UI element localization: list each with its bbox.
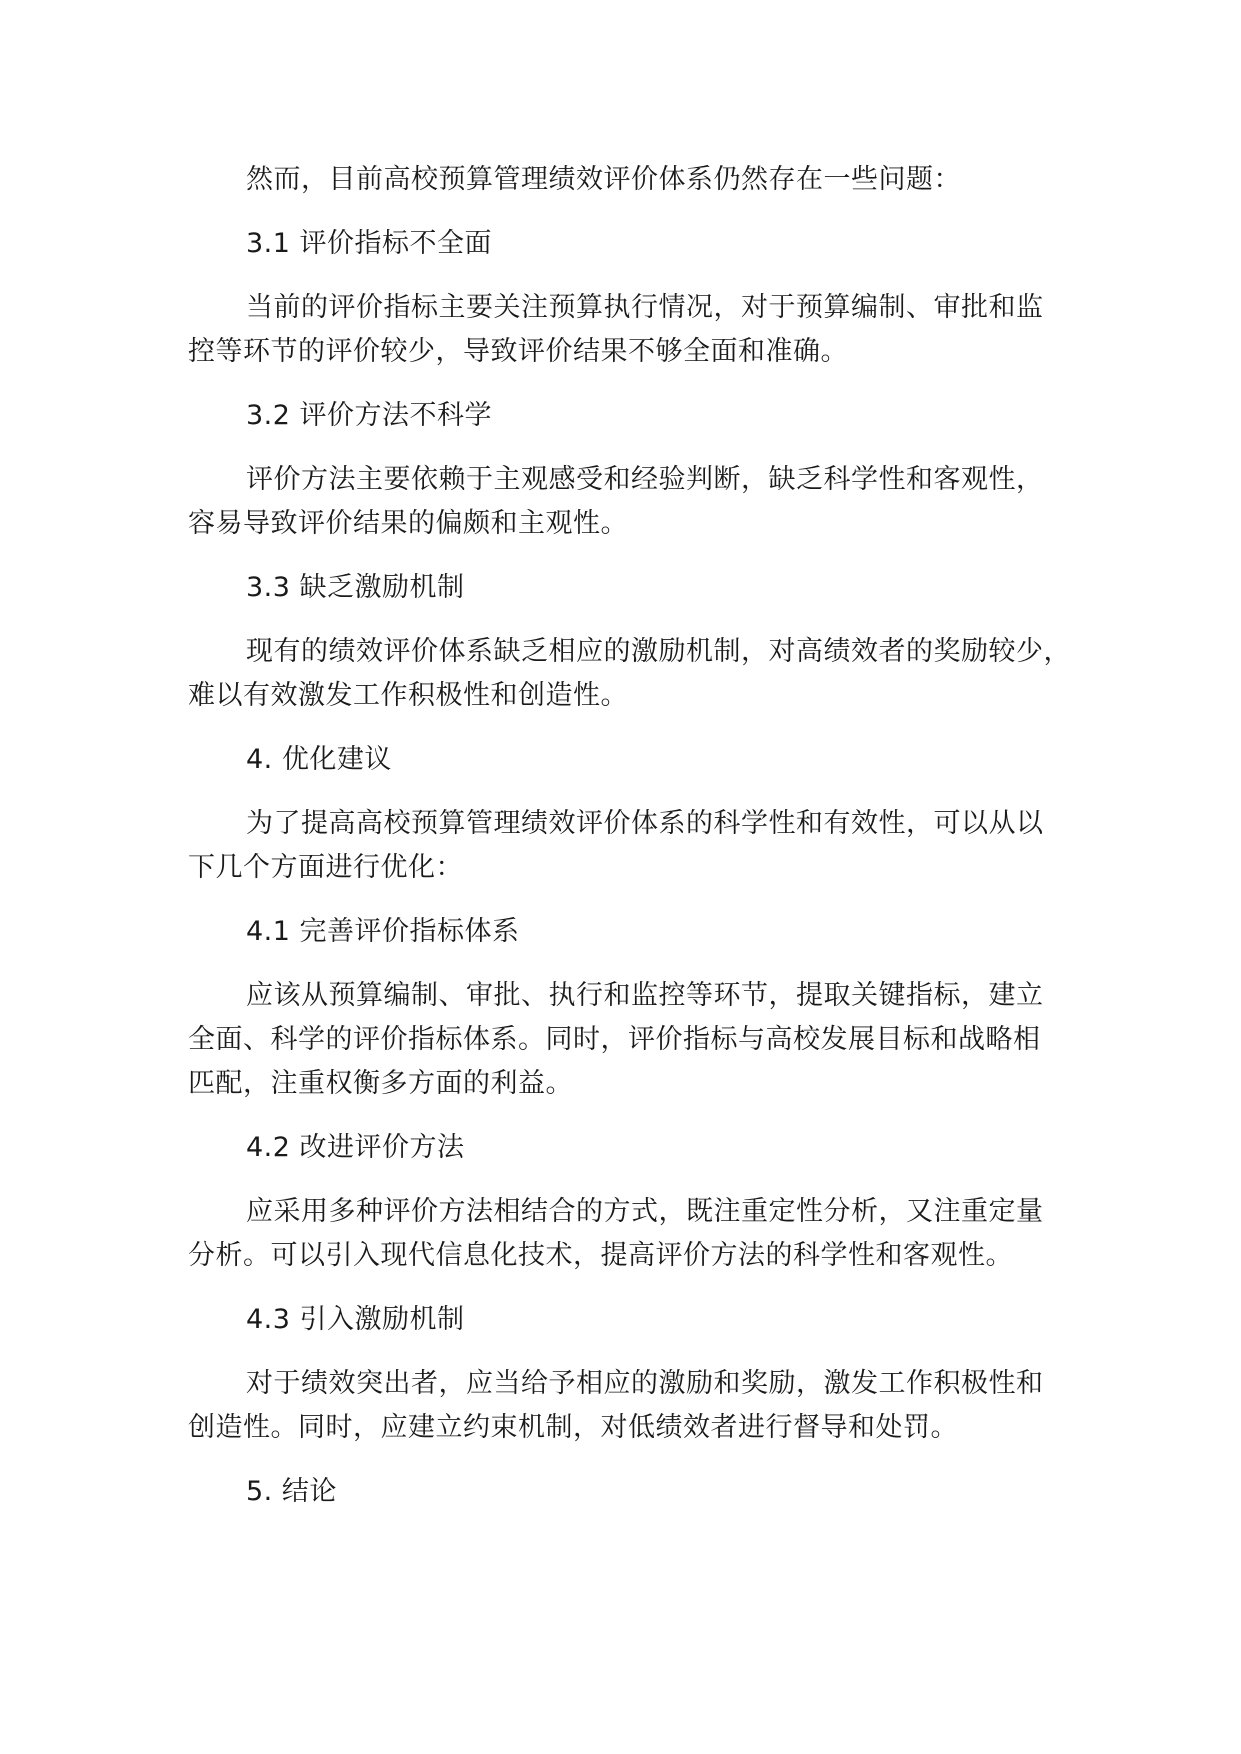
- paragraph-4-1: [188, 974, 1088, 1106]
- paragraph-line: 分析。可以引入现代信息化技术，提高评价方法的科学性和客观性。: [188, 1240, 1013, 1271]
- paragraph-line: 创造性。同时，应建立约束机制，对低绩效者进行督导和处罚。: [188, 1412, 958, 1443]
- paragraph-line: 应采用多种评价方法相结合的方式，既注重定性分析，又注重定量: [246, 1196, 1044, 1227]
- paragraph-line: 对于绩效突出者，应当给予相应的激励和奖励，激发工作积极性和: [246, 1368, 1044, 1399]
- paragraph-line: 为了提高高校预算管理绩效评价体系的科学性和有效性，可以从以: [246, 808, 1044, 839]
- paragraph-line: 匹配，注重权衡多方面的利益。: [188, 1068, 573, 1099]
- paragraph-line: 全面、科学的评价指标体系。同时，评价指标与高校发展目标和战略相: [188, 1024, 1041, 1055]
- paragraph-3-3: [188, 630, 1088, 718]
- section-heading-3-3: 3.3 缺乏激励机制: [246, 572, 465, 603]
- section-heading-4: 4. 优化建议: [246, 744, 392, 775]
- paragraph-4: [188, 802, 1088, 890]
- paragraph-line: 评价方法主要依赖于主观感受和经验判断，缺乏科学性和客观性，: [246, 464, 1044, 495]
- paragraph-line: 控等环节的评价较少，导致评价结果不够全面和准确。: [188, 336, 848, 367]
- paragraph-3-2: [188, 458, 1088, 546]
- paragraph-line: 难以有效激发工作积极性和创造性。: [188, 680, 628, 711]
- paragraph-line: 现有的绩效评价体系缺乏相应的激励机制，对高绩效者的奖励较少，: [246, 636, 1071, 667]
- paragraph-4-2: [188, 1190, 1088, 1278]
- paragraph-line: 下几个方面进行优化：: [188, 852, 463, 883]
- section-heading-5: 5. 结论: [246, 1476, 337, 1507]
- document-body: [188, 158, 1088, 1534]
- section-heading-4-3: 4.3 引入激励机制: [246, 1304, 465, 1335]
- paragraph-line: 容易导致评价结果的偏颇和主观性。: [188, 508, 628, 539]
- paragraph-line: 应该从预算编制、审批、执行和监控等环节，提取关键指标，建立: [246, 980, 1044, 1011]
- section-heading-4-2: 4.2 改进评价方法: [246, 1132, 465, 1163]
- section-heading-4-1: 4.1 完善评价指标体系: [246, 916, 520, 947]
- paragraph-intro-problems: [188, 158, 1088, 202]
- section-heading-3-2: 3.2 评价方法不科学: [246, 400, 493, 431]
- paragraph-4-3: [188, 1362, 1088, 1450]
- paragraph-line: 当前的评价指标主要关注预算执行情况，对于预算编制、审批和监: [246, 292, 1044, 323]
- section-heading-3-1: 3.1 评价指标不全面: [246, 228, 493, 259]
- paragraph-line: 然而，目前高校预算管理绩效评价体系仍然存在一些问题：: [246, 164, 961, 195]
- paragraph-3-1: [188, 286, 1088, 374]
